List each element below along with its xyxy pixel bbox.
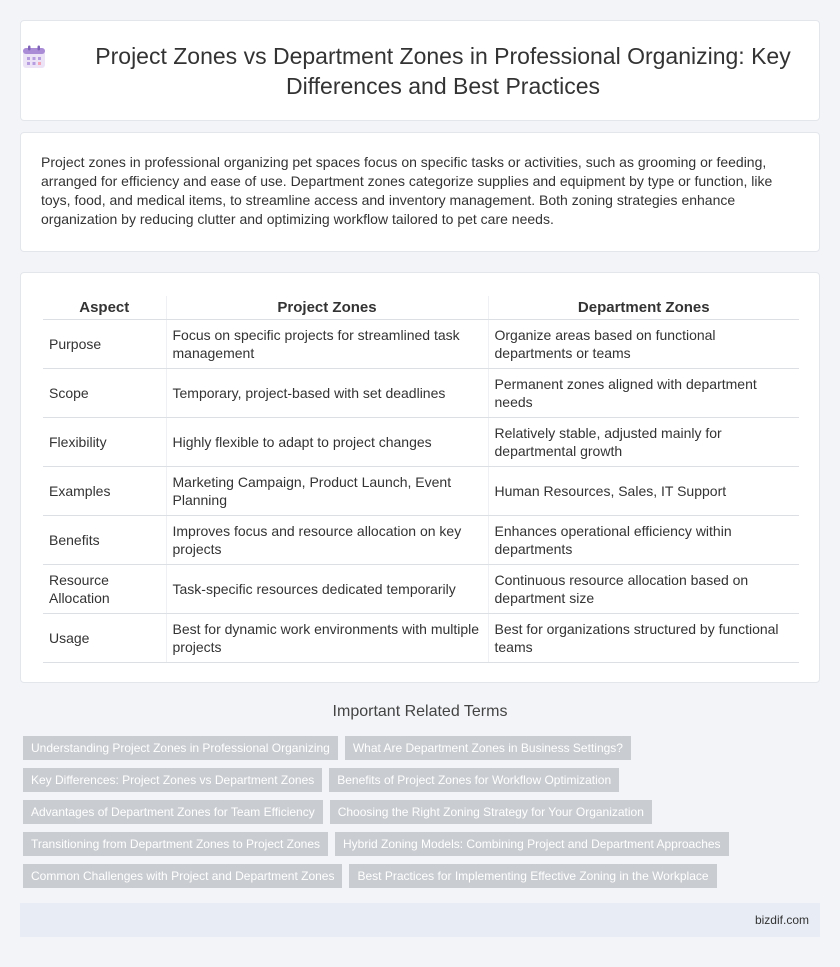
cell-department-zones: Permanent zones aligned with department needs <box>488 368 799 417</box>
column-header-department-zones: Department Zones <box>488 296 799 319</box>
tag-row <box>23 800 823 824</box>
cell-aspect: Usage <box>43 613 166 662</box>
table-row <box>43 368 799 417</box>
table-row <box>43 515 799 564</box>
related-term-link[interactable]: Common Challenges with Project and Department Zones <box>23 864 342 888</box>
related-term-link[interactable]: Best Practices for Implementing Effective Zoning in the Workplace <box>349 864 716 888</box>
comparison-table <box>43 296 799 663</box>
tag-row <box>23 768 823 792</box>
cell-aspect: Scope <box>43 368 166 417</box>
comparison-table-card <box>20 272 820 683</box>
cell-department-zones: Enhances operational efficiency within departments <box>488 515 799 564</box>
cell-project-zones: Improves focus and resource allocation on key projects <box>166 515 488 564</box>
tag-row <box>23 864 823 888</box>
title-wrap <box>21 41 819 101</box>
table-header-row <box>43 296 799 319</box>
cell-project-zones: Temporary, project-based with set deadlines <box>166 368 488 417</box>
cell-project-zones: Focus on specific projects for streamlined task management <box>166 319 488 368</box>
cell-department-zones: Human Resources, Sales, IT Support <box>488 466 799 515</box>
related-term-link[interactable]: Understanding Project Zones in Professional Organizing <box>23 736 338 760</box>
tag-row <box>23 832 823 856</box>
intro-paragraph: Project zones in professional organizing pet spaces focus on specific tasks or activities, such as grooming or feeding, arranged for efficiency and ease of use. Department zones categorize supplies and equipment by type or function, like toys, food, and medical items, to streamline access and inventory management. Both zoning strategies enhance organization by reducing clutter and optimizing workflow tailored to pet care needs. <box>41 154 773 227</box>
intro-card <box>20 132 820 252</box>
cell-department-zones: Organize areas based on functional departments or teams <box>488 319 799 368</box>
cell-project-zones: Task-specific resources dedicated temporarily <box>166 564 488 613</box>
cell-aspect: Purpose <box>43 319 166 368</box>
cell-aspect: Resource Allocation <box>43 564 166 613</box>
related-term-link[interactable]: Choosing the Right Zoning Strategy for Your Organization <box>330 800 652 824</box>
cell-department-zones: Relatively stable, adjusted mainly for departmental growth <box>488 417 799 466</box>
table-row <box>43 417 799 466</box>
related-term-link[interactable]: Benefits of Project Zones for Workflow Optimization <box>329 768 619 792</box>
cell-aspect: Flexibility <box>43 417 166 466</box>
column-header-project-zones: Project Zones <box>166 296 488 319</box>
cell-aspect: Benefits <box>43 515 166 564</box>
related-term-link[interactable]: Transitioning from Department Zones to Project Zones <box>23 832 328 856</box>
footer <box>20 903 820 937</box>
related-term-link[interactable]: What Are Department Zones in Business Settings? <box>345 736 631 760</box>
related-terms-list <box>23 736 823 896</box>
page-title: Project Zones vs Department Zones in Professional Organizing: Key Differences and Best Practices <box>95 42 791 99</box>
cell-department-zones: Continuous resource allocation based on department size <box>488 564 799 613</box>
cell-project-zones: Best for dynamic work environments with multiple projects <box>166 613 488 662</box>
table-row <box>43 466 799 515</box>
column-header-aspect: Aspect <box>43 296 166 319</box>
cell-project-zones: Highly flexible to adapt to project changes <box>166 417 488 466</box>
table-row <box>43 319 799 368</box>
calendar-icon <box>21 44 47 70</box>
related-term-link[interactable]: Advantages of Department Zones for Team Efficiency <box>23 800 323 824</box>
related-terms-heading: Important Related Terms <box>332 703 508 720</box>
tag-row <box>23 736 823 760</box>
table-row <box>43 564 799 613</box>
related-term-link[interactable]: Hybrid Zoning Models: Combining Project and Department Approaches <box>335 832 729 856</box>
related-term-link[interactable]: Key Differences: Project Zones vs Department Zones <box>23 768 322 792</box>
cell-aspect: Examples <box>43 466 166 515</box>
header-card <box>20 20 820 121</box>
footer-site-name[interactable]: bizdif.com <box>754 913 809 927</box>
cell-project-zones: Marketing Campaign, Product Launch, Event Planning <box>166 466 488 515</box>
cell-department-zones: Best for organizations structured by functional teams <box>488 613 799 662</box>
table-row <box>43 613 799 662</box>
